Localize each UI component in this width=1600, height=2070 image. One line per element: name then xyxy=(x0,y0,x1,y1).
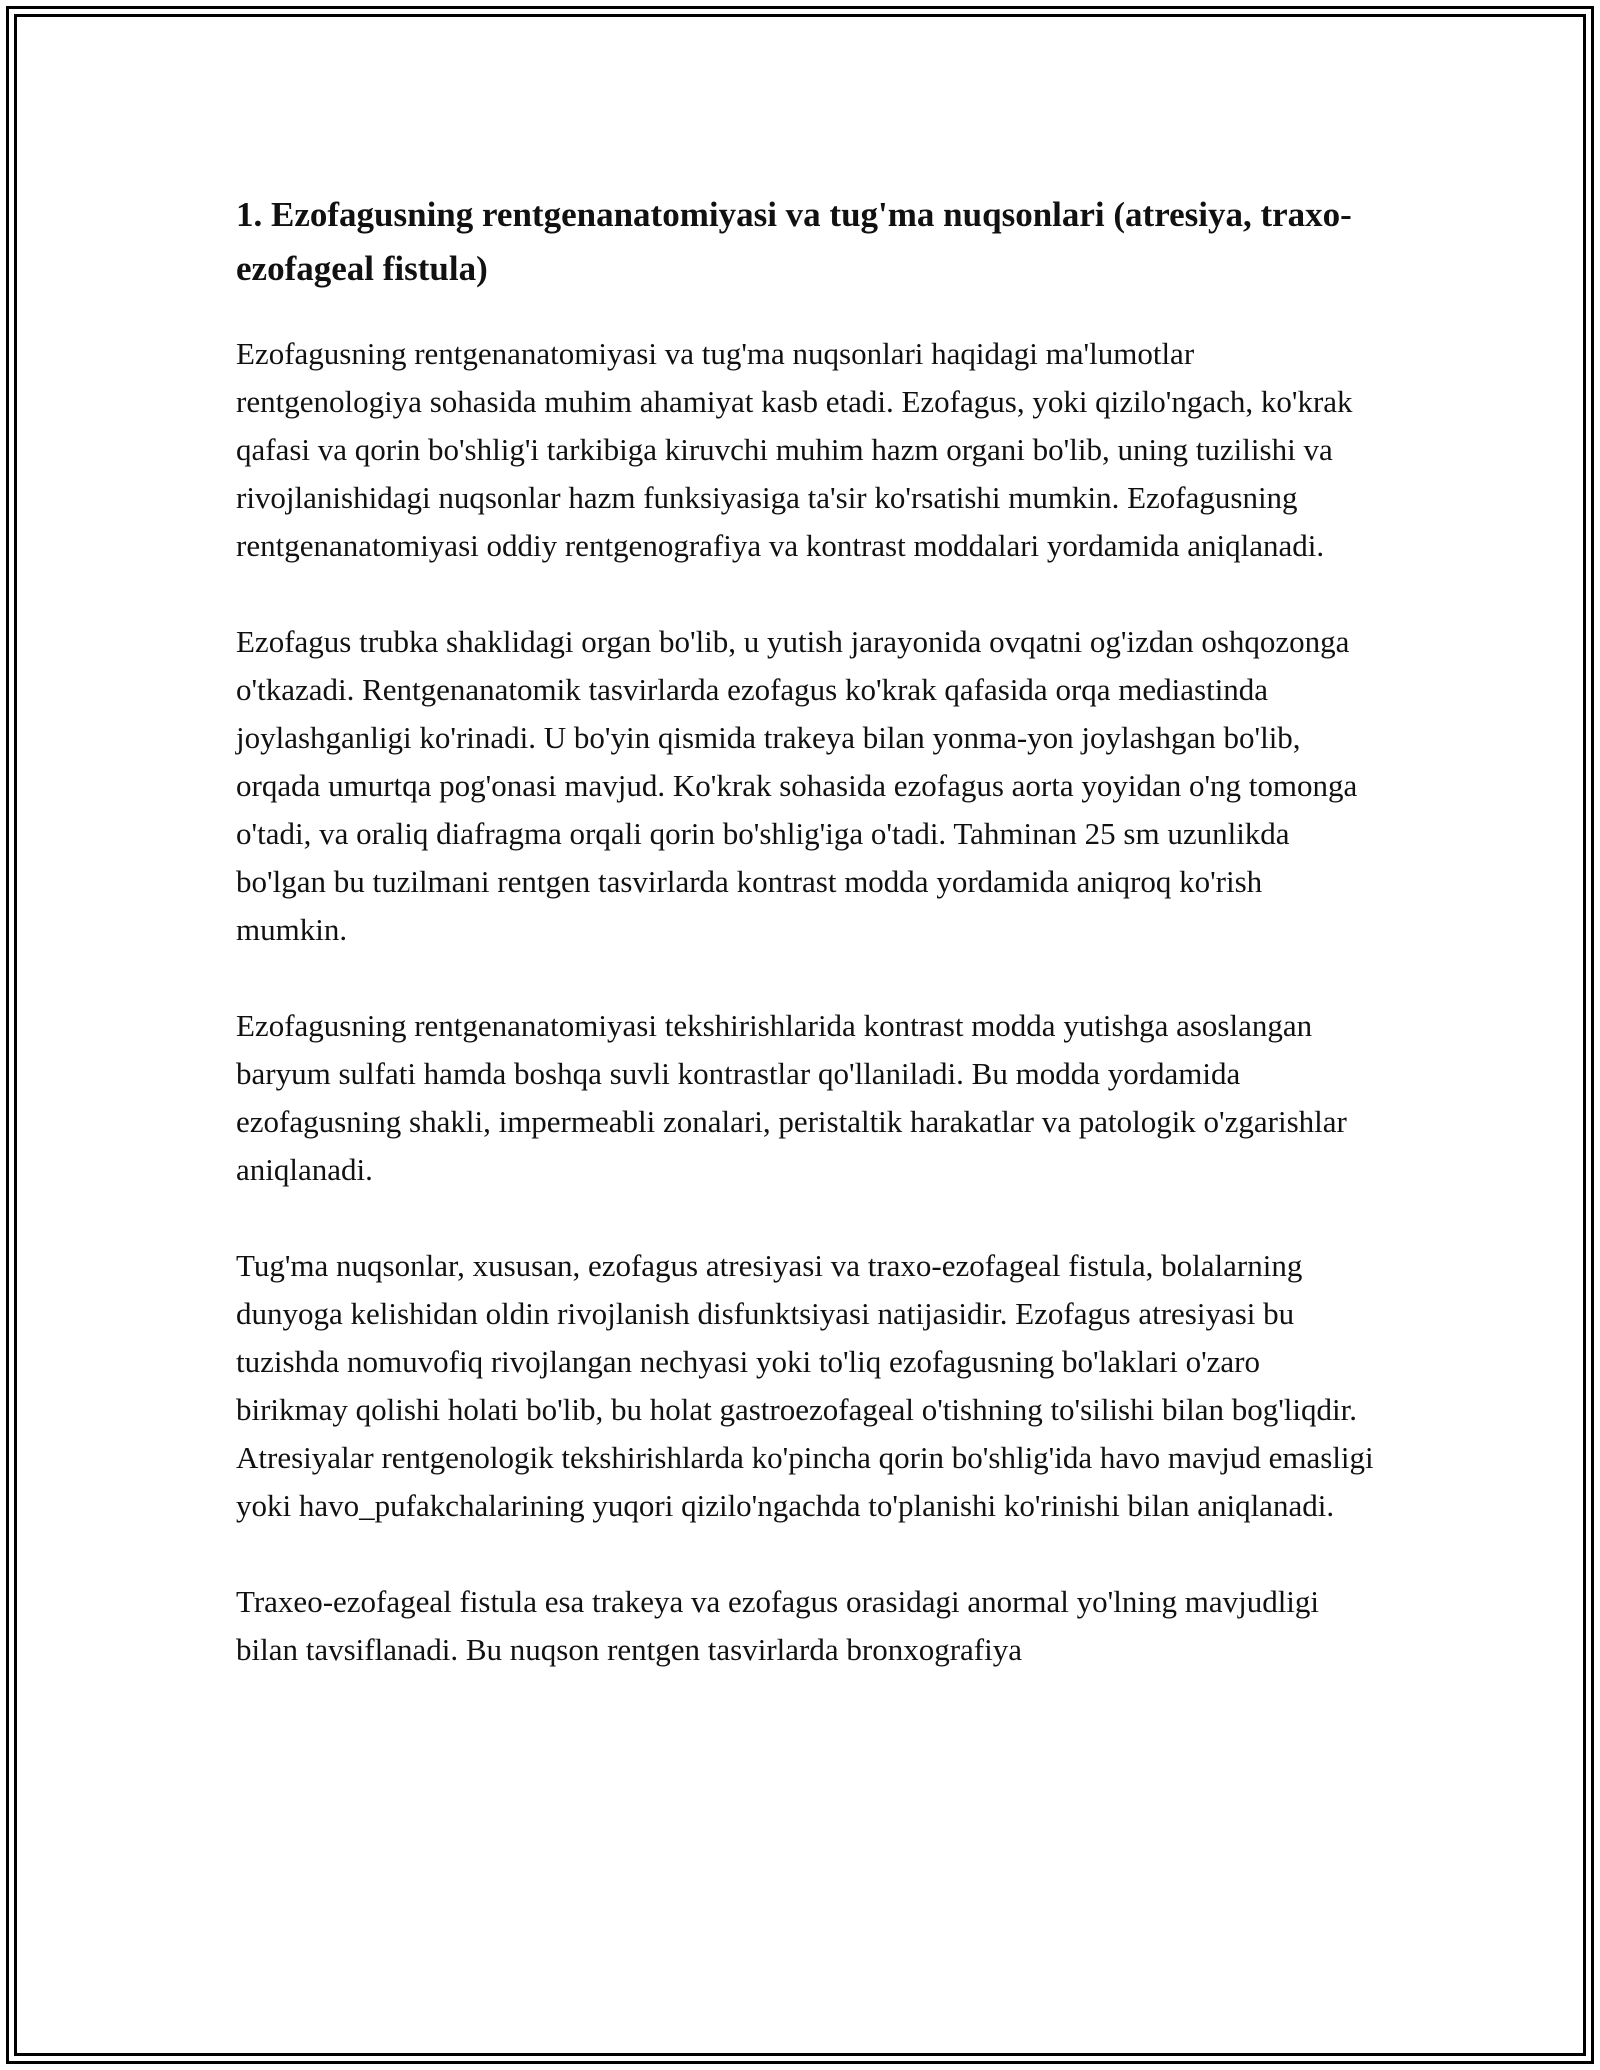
paragraph-congenital-defects: Tug'ma nuqsonlar, xususan, ezofagus atresiyasi va traxo-ezofageal fistula, bolalarning dunyoga kelishidan oldin rivojlanish disfunktsiyasi natijasidir. Ezofagus atresiyasi bu tuzishda nomuvofiq rivojlangan nechyasi yoki to'liq ezofagusning bo'laklari o'zaro birikmay qolishi holati bo'lib, bu holat gastroezofageal o'tishning to'silishi bilan bog'liqdir. Atresiyalar rentgenologik tekshirishlarda ko'pincha qorin bo'shlig'ida havo mavjud emasligi yoki havo_pufakchalarining yuqori qizilo'ngachda to'planishi ko'rinishi bilan aniqlanadi. xyxy=(236,1248,1374,1523)
paragraph-anatomy: Ezofagus trubka shaklidagi organ bo'lib, u yutish jarayonida ovqatni og'izdan oshqozonga o'tkazadi. Rentgenanatomik tasvirlarda ezofagus ko'krak qafasida orqa mediastinda joylashganligi ko'rinadi. U bo'yin qismida trakeya bilan yonma-yon joylashgan bo'lib, orqada umurtqa pog'onasi mavjud. Ko'krak sohasida ezofagus aorta yoyidan o'ng tomonga o'tadi, va oraliq diafragma orqali qorin bo'shlig'iga o'tadi. Tahminan 25 sm uzunlikda bo'lgan bu tuzilmani rentgen tasvirlarda kontrast modda yordamida aniqroq ko'rish mumkin. xyxy=(236,624,1358,947)
paragraph-intro: Ezofagusning rentgenanatomiyasi va tug'ma nuqsonlari haqidagi ma'lumotlar rentgenologiya sohasida muhim ahamiyat kasb etadi. Ezofagus, yoki qizilo'ngach, ko'krak qafasi va qorin bo'shlig'i tarkibiga kiruvchi muhim hazm organi bo'lib, uning tuzilishi va rivojlanishidagi nuqsonlar hazm funksiyasiga ta'sir ko'rsatishi mumkin. Ezofagusning rentgenanatomiyasi oddiy rentgenografiya va kontrast moddalari yordamida aniqlanadi. xyxy=(236,336,1353,563)
paragraph-fistula: Traxeo-ezofageal fistula esa trakeya va ezofagus orasidagi anormal yo'lning mavjudligi bilan tavsiflanadi. Bu nuqson rentgen tasvirlarda bronxografiya xyxy=(236,1584,1320,1667)
document-body xyxy=(236,188,1376,1722)
paragraph-contrast-study: Ezofagusning rentgenanatomiyasi tekshirishlarida kontrast modda yutishga asoslangan baryum sulfati hamda boshqa suvli kontrastlar qo'llaniladi. Bu modda yordamida ezofagusning shakli, impermeabli zonalari, peristaltik harakatlar va patologik o'zgarishlar aniqlanadi. xyxy=(236,1008,1347,1187)
section-heading: 1. Ezofagusning rentgenanatomiyasi va tug'ma nuqsonlari (atresiya, traxo-ezofageal fistula) xyxy=(236,195,1352,288)
